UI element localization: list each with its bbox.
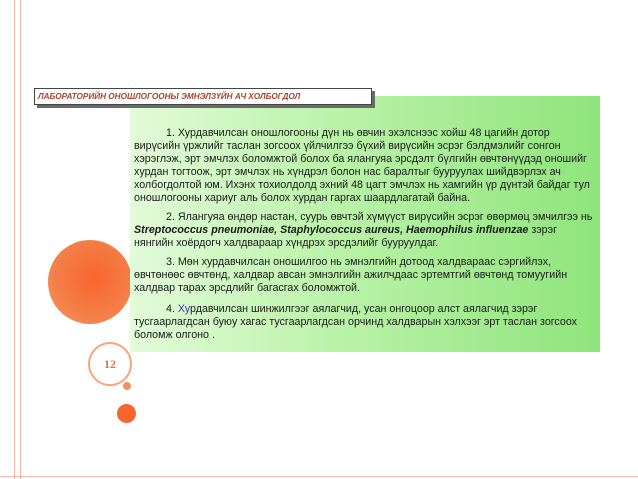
slide-body <box>134 127 594 348</box>
paragraph-4 <box>134 303 594 342</box>
decor-circle-large <box>48 240 132 324</box>
paragraph-2-text-end: зэрэг нянгийн хоёрдогч халдвараар хүндрэх эрсдэлийг бууруулдаг. <box>134 224 557 249</box>
bacteria-species-names: Streptococcus pneumoniae, Staphylococcus aureus, Haemophilus influenzae <box>134 224 529 236</box>
paragraph-4-text: рдавчилсан шинжилгээг аялагчид, усан онгоцоор алст аялагчид зэрэг тусгаарлагдсан буюу хагас тусгаарлагдсан орчинд халдварын хэлхээг эрт таслан зогсоох боломж олгоно . <box>134 303 578 341</box>
slide-title-text: ЛАБОРАТОРИЙН ОНОШЛОГООНЫ ЭМНЭЛЗҮЙН АЧ ХОЛБОГДОЛ <box>38 92 301 101</box>
paragraph-4-number: 4. <box>166 303 175 315</box>
decor-line-left <box>14 0 15 479</box>
decor-line-top <box>0 476 638 477</box>
decor-circle-tiny <box>123 382 131 390</box>
paragraph-3-text: 3. Мөн хурдавчилсан оношилгоо нь эмнэлгийн дотоод халдвараас сэргийлэх, өвчтөнөөс өвчтөнд, халдвар авсан эмнэлгийн ажилчдаас эртемтгий өвчтөнд томуугийн халдвар тарах эрсдлийг багасгах боломжтой. <box>134 256 568 294</box>
paragraph-2-text-start: 2. Ялангуяа өндөр настан, суурь өвчтэй хүмүүст вирүсийн эсрэг өвөрмөц эмчилгээ нь <box>166 211 593 223</box>
paragraph-4-accent: Ху <box>177 303 191 315</box>
paragraph-1-text: 1. Хурдавчилсан оношлогооны дүн нь өвчин эхэлснээс хойш 48 цагийн дотор вирүсийн үржлийг таслан зогсоох үйлчилгээ бүхий вирүсийн эсрэг бэлдмэлийг сонгон хэрэглэж, эрт эмчлэх боломжтой болох ба ялангуяа эрсдэлт бүлгийн өвчтөнүүдэд оношийг хурдан тогтоож, эрт эмчлэх нь хүндрэл болон нас баралтыг бууруулах шийдвэрлэх ач холбогдолтой юм. Ихэнх тохиолдолд эхний 48 цагт эмчлэх нь хамгийн үр дүнтэй байдаг тул оношлогооны хариуг аль болох хурдан гаргах шаардлагатай байна. <box>134 127 590 204</box>
paragraph-2 <box>134 211 594 250</box>
page-number: 12 <box>104 356 116 371</box>
paragraph-3 <box>134 256 594 295</box>
slide-title <box>34 88 372 105</box>
page-number-badge <box>88 342 132 386</box>
decor-line-right <box>20 0 21 479</box>
decor-circle-small <box>117 404 136 423</box>
paragraph-1 <box>134 127 594 205</box>
